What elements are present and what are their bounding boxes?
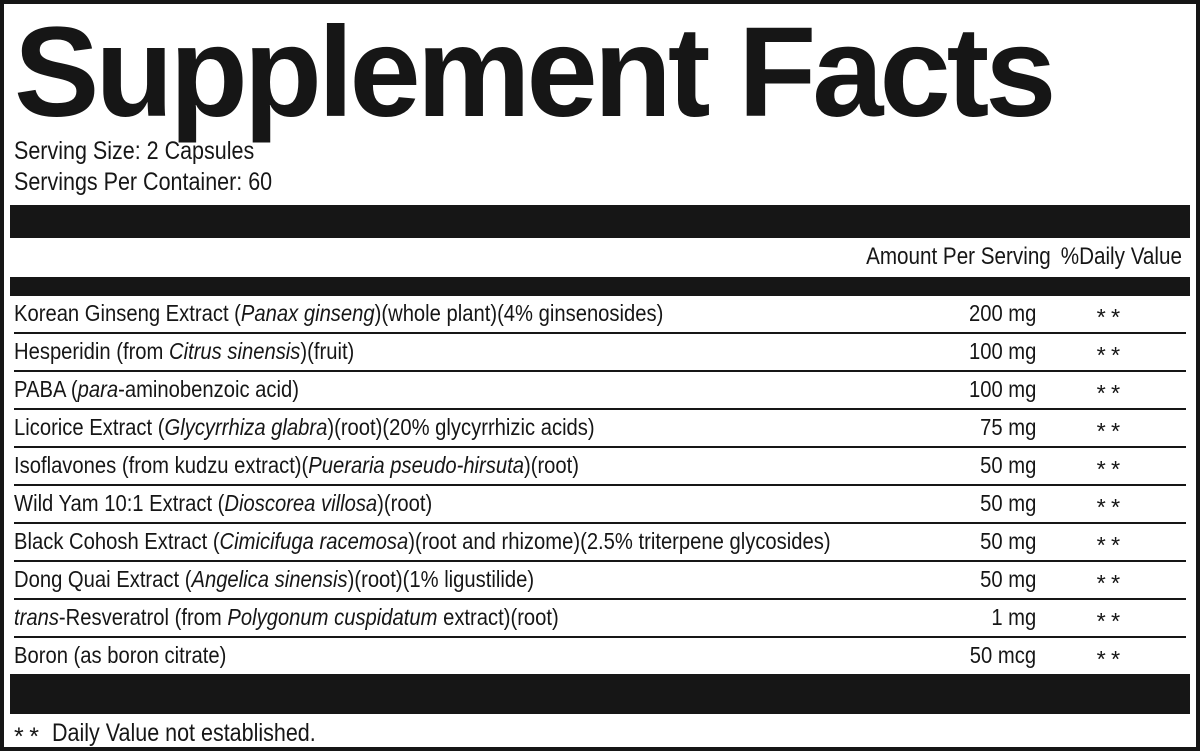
ingredient-amount-text: 50 mg [979, 490, 1036, 517]
footnote [14, 718, 1186, 751]
ingredient-name [14, 452, 836, 479]
ingredient-amount-text: 50 mg [979, 528, 1036, 555]
ingredient-name [14, 376, 836, 403]
daily-value-asterisks: ** [1096, 341, 1126, 368]
ingredient-amount-text: 75 mg [979, 414, 1036, 441]
ingredient-name-text: Black Cohosh Extract (Cimicifuga racemosa)(root and rhizome)(2.5% triterpene glycosides) [14, 528, 831, 555]
ingredient-daily-value [1036, 528, 1186, 558]
ingredient-row [14, 524, 1186, 562]
servings-per-container-text: Servings Per Container: 60 [14, 167, 273, 196]
ingredient-amount [836, 338, 1036, 365]
ingredient-row [14, 638, 1186, 674]
ingredient-amount [836, 566, 1036, 593]
ingredient-amount-text: 100 mg [968, 376, 1036, 403]
amount-per-serving-header-text: Amount Per Serving [866, 243, 1051, 271]
ingredient-amount [836, 300, 1036, 327]
ingredient-name [14, 300, 836, 327]
ingredient-daily-value [1036, 376, 1186, 406]
daily-value-asterisks: ** [1096, 569, 1126, 596]
ingredient-name [14, 528, 836, 555]
ingredient-name-text: Wild Yam 10:1 Extract (Dioscorea villosa)(root) [14, 490, 433, 517]
divider-bar-header [10, 277, 1190, 296]
daily-value-asterisks: ** [1096, 493, 1126, 520]
ingredient-name [14, 490, 836, 517]
divider-bar-top [10, 205, 1190, 238]
ingredient-name [14, 604, 836, 631]
serving-size-text: Serving Size: 2 Capsules [14, 136, 255, 165]
daily-value-asterisks: ** [1096, 417, 1126, 444]
ingredient-amount-text: 100 mg [968, 338, 1036, 365]
footnote-symbol: ** [14, 722, 45, 751]
ingredient-name-text: Korean Ginseng Extract (Panax ginseng)(whole plant)(4% ginsenosides) [14, 300, 664, 327]
ingredient-row [14, 296, 1186, 334]
ingredient-amount [836, 642, 1036, 669]
daily-value-asterisks: ** [1096, 607, 1126, 634]
ingredient-name-text: PABA (para-aminobenzoic acid) [14, 376, 299, 403]
ingredient-amount-text: 1 mg [991, 604, 1036, 631]
ingredient-row [14, 448, 1186, 486]
ingredient-amount-text: 50 mcg [969, 642, 1036, 669]
ingredient-amount [836, 452, 1036, 479]
ingredient-amount-text: 50 mg [979, 452, 1036, 479]
amount-per-serving-header [836, 243, 1051, 271]
servings-per-container-line [14, 167, 1186, 198]
ingredient-daily-value [1036, 490, 1186, 520]
ingredient-name-text: Dong Quai Extract (Angelica sinensis)(root)(1% ligustilide) [14, 566, 535, 593]
ingredient-row [14, 562, 1186, 600]
ingredient-name-text: trans-Resveratrol (from Polygonum cuspidatum extract)(root) [14, 604, 559, 631]
ingredient-name-text: Hesperidin (from Citrus sinensis)(fruit) [14, 338, 355, 365]
page-title: Supplement Facts [14, 1, 1053, 144]
ingredient-row [14, 600, 1186, 638]
ingredient-row [14, 372, 1186, 410]
daily-value-header [1036, 243, 1186, 271]
ingredient-daily-value [1036, 300, 1186, 330]
ingredient-daily-value [1036, 604, 1186, 634]
ingredient-row [14, 486, 1186, 524]
ingredient-name-text: Isoflavones (from kudzu extract)(Pueraria pseudo-hirsuta)(root) [14, 452, 580, 479]
ingredient-amount [836, 528, 1036, 555]
ingredient-amount [836, 414, 1036, 441]
ingredient-rows [14, 296, 1186, 674]
ingredient-name-text: Boron (as boron citrate) [14, 642, 227, 669]
ingredient-amount-text: 50 mg [979, 566, 1036, 593]
ingredient-row [14, 334, 1186, 372]
daily-value-asterisks: ** [1096, 531, 1126, 558]
ingredient-name-text: Licorice Extract (Glycyrrhiza glabra)(root)(20% glycyrrhizic acids) [14, 414, 595, 441]
ingredient-amount-text: 200 mg [968, 300, 1036, 327]
daily-value-asterisks: ** [1096, 645, 1126, 672]
daily-value-asterisks: ** [1096, 379, 1126, 406]
ingredient-amount [836, 604, 1036, 631]
daily-value-asterisks: ** [1096, 303, 1126, 330]
column-headers [14, 238, 1186, 277]
ingredient-row [14, 410, 1186, 448]
ingredient-daily-value [1036, 642, 1186, 672]
ingredient-amount [836, 490, 1036, 517]
daily-value-asterisks: ** [1096, 455, 1126, 482]
ingredient-name [14, 566, 836, 593]
ingredient-daily-value [1036, 452, 1186, 482]
footnote-text: Daily Value not established. [52, 718, 317, 747]
ingredient-name [14, 642, 836, 669]
ingredient-amount [836, 376, 1036, 403]
divider-bar-bottom [10, 674, 1190, 714]
ingredient-daily-value [1036, 414, 1186, 444]
ingredient-daily-value [1036, 566, 1186, 596]
serving-info [14, 136, 1186, 198]
ingredient-daily-value [1036, 338, 1186, 368]
ingredient-name [14, 338, 836, 365]
daily-value-header-text: %Daily Value [1060, 243, 1182, 271]
ingredient-name [14, 414, 836, 441]
